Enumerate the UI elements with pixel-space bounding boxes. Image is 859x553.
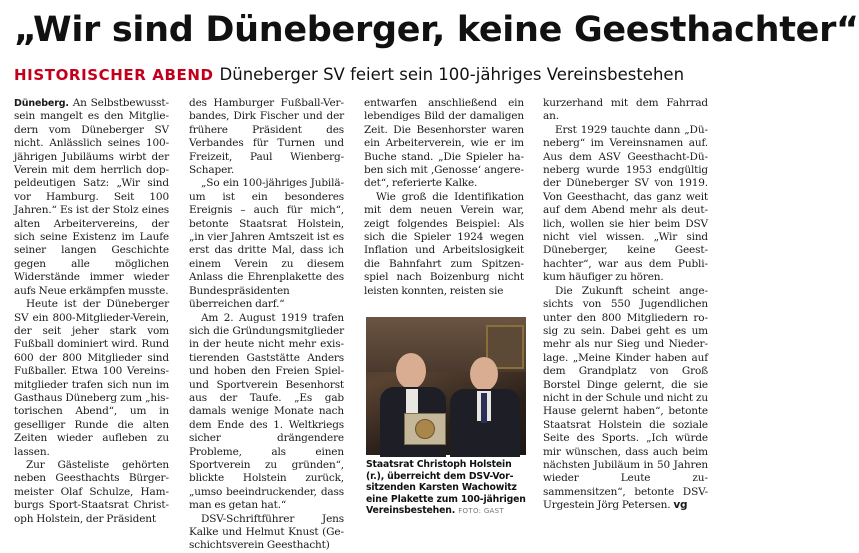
paragraph: des Hamburger Fußball-Verbandes, Dirk Fischer und der frühere Präsident des Verbandes für Turnen und Freizeit, Paul Wienberg-Schaper. bbox=[189, 97, 344, 177]
photo-credit: FOTO: GAST bbox=[458, 507, 504, 516]
photo-plaque bbox=[404, 413, 446, 445]
paragraph: Zur Gästeliste gehörten neben Geesthachts Bürgermeister Olaf Schulze, Hamburgs Sport-Staatsrat Christoph Holstein, der Präsident bbox=[14, 458, 169, 525]
paragraph: entwarfen anschließend ein lebendiges Bild der damaligen Zeit. Die Besenhorster waren ein Arbeiterverein, wie er im Buche stand. „Die Spieler haben sich mit ‚Genosse‘ angeredet“, referierte Kalke. bbox=[364, 97, 524, 190]
kicker: HISTORISCHER ABEND bbox=[14, 66, 214, 84]
paragraph: kurzerhand mit dem Fahrrad an. bbox=[543, 97, 708, 123]
photo-person-right bbox=[448, 347, 520, 457]
column-2 bbox=[189, 97, 344, 553]
photo-caption bbox=[366, 459, 528, 518]
article-photo bbox=[366, 317, 526, 455]
author-signature: vg bbox=[673, 499, 688, 512]
paragraph-text: An Selbstbewusstsein mangelt es den Mitgliedern vom Düneberger SV nicht. Anlässlich seines 100-jährigen Jubiläums wirbt der Verein mit dem herrlich doppeldeutigen Satz: „Wir sind vor Hamburg. Seit 100 Jahren.“ Es ist der Stolz eines alten Arbeitervereins, der sich seine Existenz im Laufe seiner langen Geschichte gegen alle möglichen Widerstände immer wieder aufs Neue erkämpfen musste. bbox=[14, 97, 169, 297]
column-1 bbox=[14, 97, 169, 526]
paragraph: DSV-Schriftführer Jens Kalke und Helmut Knust (Geschichtsverein Geesthacht) bbox=[189, 512, 344, 552]
paragraph bbox=[14, 97, 169, 298]
paragraph: Wie groß die Identifikation mit dem neuen Verein war, zeigt folgendes Beispiel: Als sich die Spieler 1924 wegen Inflation und Arbeitslosigkeit die Bahnfahrt zum Spitzenspiel nach Boizenburg nicht leisten konnten, reisten sie bbox=[364, 190, 524, 297]
paragraph: Erst 1929 tauchte dann „Düneberg“ im Vereinsnamen auf. Aus dem ASV Geesthacht-Düneberg wurde 1953 endgültig der Düneberger SV von 1919. Von Geesthacht, das ganz weit auf dem Abend mehr als deutlich, wollen sie hier beim DSV nicht viel wissen. „Wir sind Düneberger, keine Geesthachter“, war aus dem Publikum häufiger zu hören. bbox=[543, 123, 708, 284]
paragraph: Am 2. August 1919 trafen sich die Gründungsmitglieder in der heute nicht mehr existierenden Gaststätte Anders und hoben den Freien Spiel- und Sportverein Besenhorst aus der Taufe. „Es gab damals wenige Monate nach dem Ende des 1. Weltkriegs sicher drängendere Probleme, als einen Sportverein zu gründen“, blickte Holstein zurück, „umso beeindruckender, dass man es getan hat.“ bbox=[189, 311, 344, 512]
kicker-line bbox=[14, 64, 714, 86]
dateline: Düneberg. bbox=[14, 98, 69, 109]
paragraph-text: Die Zukunft scheint angesichts von 550 Jugendlichen unter den 800 Mitgliedern rosig zu sein. Dabei geht es um mehr als nur Sieg und Niederlage. „Meine Kinder haben auf dem Grandplatz von Groß Borstel Dinge gelernt, die sie nicht in der Schule und nicht zu Hause gelernt haben“, betonte Staatsrat Holstein die soziale Seite des Sports. „Ich würde mir wünschen, dass auch beim nächsten Jubiläum in 50 Jahren wieder Leute zusammensitzen“, betonte DSV-Urgestein Jörg Petersen. bbox=[543, 284, 708, 512]
paragraph: Heute ist der Düneberger SV ein 800-Mitglieder-Verein, der seit jeher stark vom Fußball dominiert wird. Rund 600 der 800 Mitglieder sind Fußballer. Etwa 100 Vereinsmitglieder trafen sich nun im Gasthaus Düneberg zum „historischen Abend“, um in geselliger Runde die alten Zeiten wieder aufleben zu lassen. bbox=[14, 298, 169, 458]
column-3 bbox=[364, 97, 524, 298]
column-4 bbox=[543, 97, 708, 513]
caption-text: Staatsrat Christoph Holstein (r.), überreicht dem DSV-Vorsitzenden Karsten Wachowitz eine Plakette zum 100-jährigen Vereinsbestehen. bbox=[366, 459, 526, 517]
paragraph: „So ein 100-jähriges Jubiläum ist ein besonderes Ereignis – auch für mich“, betonte Staatsrat Holstein, „in vier Jahren Amtszeit ist es erst das dritte Mal, dass ich einem Verein zu diesem Anlass die Ehrenplakette des Bundespräsidenten überreichen darf.“ bbox=[189, 177, 344, 311]
paragraph bbox=[543, 285, 708, 513]
subhead: Düneberger SV feiert sein 100-jähriges Vereinsbestehen bbox=[219, 65, 685, 84]
headline: „Wir sind Düneberger, keine Geesthachter“ bbox=[14, 10, 859, 50]
